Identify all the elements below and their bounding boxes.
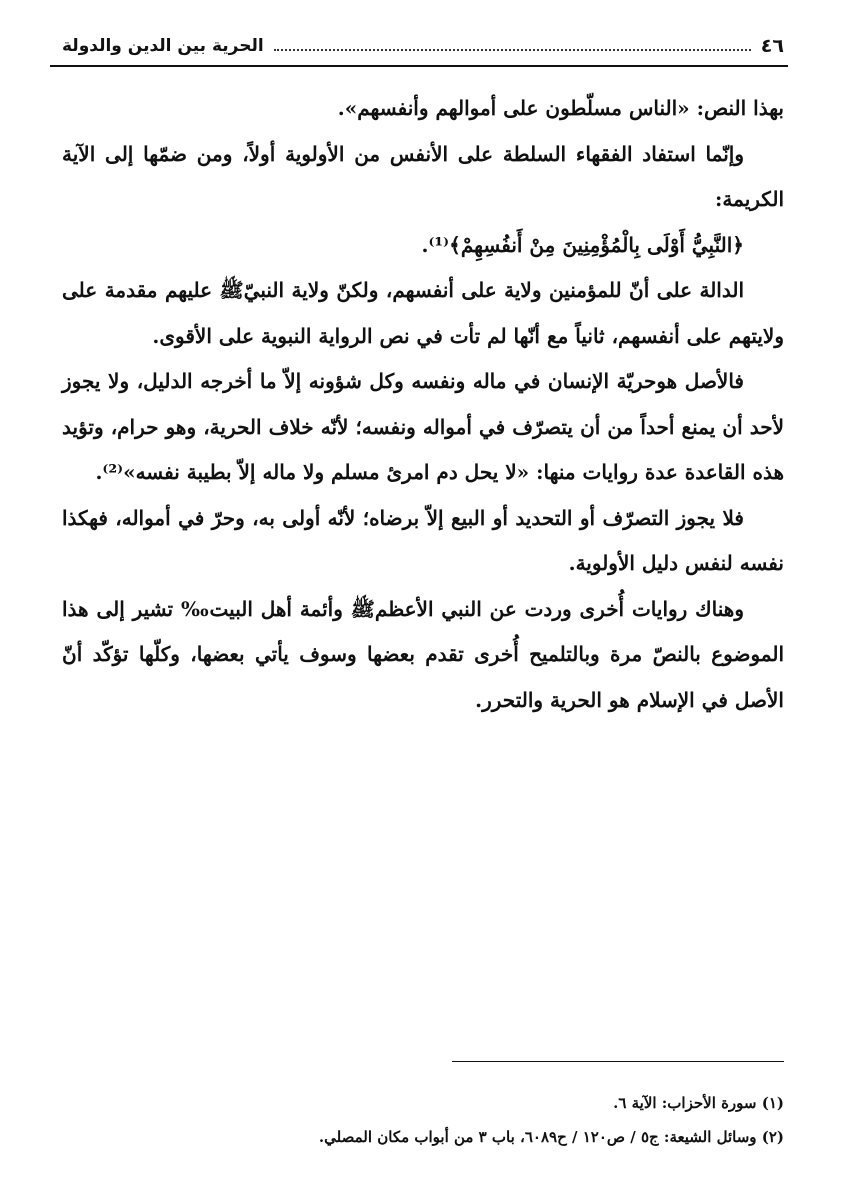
running-title: الحرية بين الدين والدولة bbox=[62, 36, 264, 56]
page-header bbox=[62, 30, 784, 62]
footnote-1: (١) سورة الأحزاب: الآية ٦. bbox=[613, 1094, 784, 1112]
footnote-2: (٢) وسائل الشيعة: ج٥ / ص١٢٠ / ح٦٠٨٩، باب ٣ من أبواب مكان المصلي. bbox=[318, 1128, 784, 1146]
paragraph-4: فالأصل هوحريّة الإنسان في ماله ونفسه وكل شؤونه إلاّ ما أخرجه الدليل، ولا يجوز لأحد أن يمنع أحداً من أن يتصرّف في أمواله ونفسه؛ لأنّه خلاف الحرية، وهو حرام، وتؤيد هذه القاعدة عدة روايات منها: «لا يحل دم امرئ مسلم ولا ماله إلاّ بطيبة نفسه»⁽²⁾. bbox=[62, 369, 784, 484]
body-text bbox=[62, 86, 784, 723]
paragraph-1: بهذا النص: «الناس مسلّطون على أموالهم وأنفسهم». bbox=[337, 96, 784, 120]
paragraph-6: وهناك روايات أُخرى وردت عن النبي الأعظمﷺ وأئمة أهل البيت‰ تشير إلى هذا الموضوع بالنصّ مرة وبالتلميح أُخرى تقدم بعضها وسوف يأتي بعضها، وكلّها تؤكّد أنّ الأصل في الإسلام هو الحرية والتحرر. bbox=[62, 596, 784, 712]
paragraph-2: وإنّما استفاد الفقهاء السلطة على الأنفس من الأولوية أولاً، ومن ضمّها إلى الآية الكريمة: bbox=[62, 141, 784, 211]
quran-verse: ﴿النَّبِيُّ أَوْلَى بِالْمُؤْمِنِينَ مِنْ أَنفُسِهِمْ﴾⁽¹⁾. bbox=[421, 232, 744, 257]
page-number: ٤٦ bbox=[760, 35, 784, 57]
paragraph-5: فلا يجوز التصرّف أو التحديد أو البيع إلاّ برضاه؛ لأنّه أولى به، وحرّ في أمواله، فهكذا نفسه لنفس دليل الأولوية. bbox=[62, 505, 784, 575]
footnotes bbox=[62, 1086, 784, 1154]
footnote-rule bbox=[452, 1061, 784, 1062]
header-rule bbox=[50, 65, 788, 67]
header-dot-leader bbox=[274, 49, 751, 51]
paragraph-3: الدالة على أنّ للمؤمنين ولاية على أنفسهم، ولكنّ ولاية النبيّﷺ عليهم مقدمة على ولايتهم على أنفسهم، ثانياً مع أنّها لم تأت في نص الرواية النبوية على الأقوى. bbox=[62, 278, 784, 348]
